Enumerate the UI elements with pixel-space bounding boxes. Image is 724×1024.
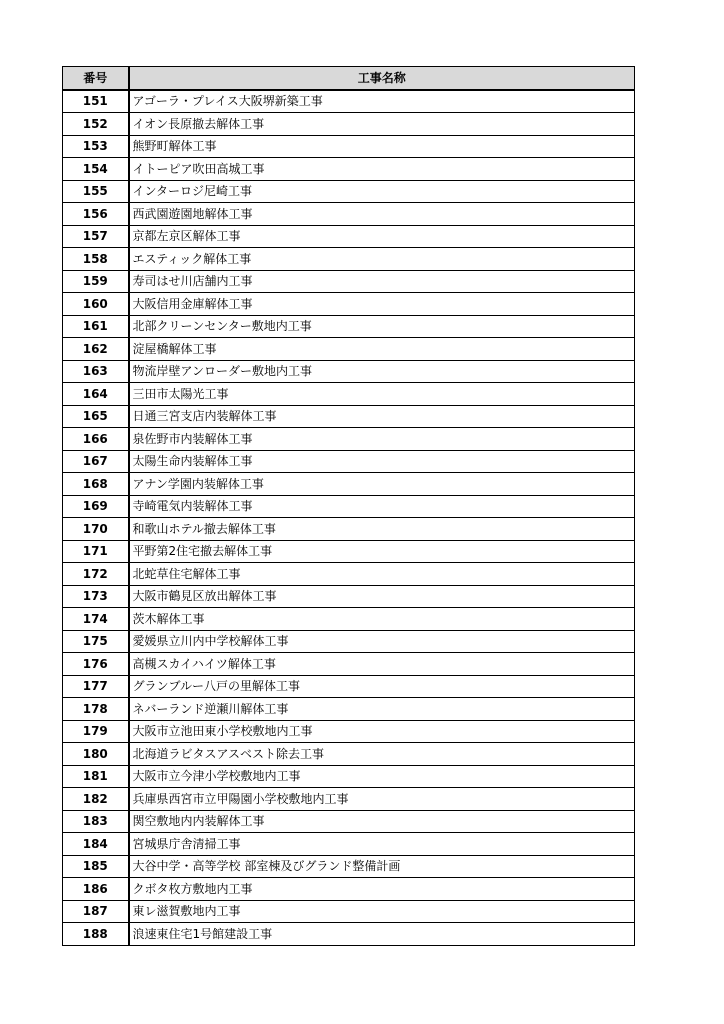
table-row <box>63 360 635 383</box>
row-project-name: 大阪市鶴見区放出解体工事 <box>129 585 635 608</box>
row-number: 187 <box>63 900 129 923</box>
row-project-name: 関空敷地内内装解体工事 <box>129 810 635 833</box>
row-number: 157 <box>63 225 129 248</box>
table-row <box>63 450 635 473</box>
row-project-name: 淀屋橋解体工事 <box>129 338 635 361</box>
row-number: 160 <box>63 293 129 316</box>
table-row <box>63 113 635 136</box>
row-project-name: 東レ滋賀敷地内工事 <box>129 900 635 923</box>
row-number: 163 <box>63 360 129 383</box>
row-project-name: アナン学園内装解体工事 <box>129 473 635 496</box>
table-row <box>63 630 635 653</box>
table-row <box>63 788 635 811</box>
row-project-name: 寿司はせ川店舗内工事 <box>129 270 635 293</box>
table-row <box>63 585 635 608</box>
row-project-name: イトーピア吹田高城工事 <box>129 158 635 181</box>
table-row <box>63 540 635 563</box>
table-row <box>63 180 635 203</box>
row-project-name: 泉佐野市内装解体工事 <box>129 428 635 451</box>
table-row <box>63 270 635 293</box>
row-project-name: クボタ枚方敷地内工事 <box>129 878 635 901</box>
row-number: 188 <box>63 923 129 946</box>
table-row <box>63 518 635 541</box>
header-row <box>63 67 635 90</box>
table-row <box>63 473 635 496</box>
row-number: 180 <box>63 743 129 766</box>
row-number: 174 <box>63 608 129 631</box>
table-row <box>63 293 635 316</box>
table-row <box>63 878 635 901</box>
row-number: 159 <box>63 270 129 293</box>
table-row <box>63 203 635 226</box>
row-number: 168 <box>63 473 129 496</box>
row-project-name: 物流岸壁アンローダー敷地内工事 <box>129 360 635 383</box>
table-row <box>63 900 635 923</box>
table-row <box>63 765 635 788</box>
project-list-sheet <box>62 66 634 946</box>
row-project-name: 大阪市立今津小学校敷地内工事 <box>129 765 635 788</box>
header-project-name: 工事名称 <box>129 67 635 90</box>
row-project-name: 茨木解体工事 <box>129 608 635 631</box>
table-row <box>63 698 635 721</box>
row-project-name: イオン長原撤去解体工事 <box>129 113 635 136</box>
row-number: 181 <box>63 765 129 788</box>
row-project-name: 北海道ラビタスアスベスト除去工事 <box>129 743 635 766</box>
row-project-name: 日通三宮支店内装解体工事 <box>129 405 635 428</box>
row-number: 184 <box>63 833 129 856</box>
table-row <box>63 428 635 451</box>
row-number: 176 <box>63 653 129 676</box>
table-row <box>63 563 635 586</box>
row-number: 177 <box>63 675 129 698</box>
row-number: 154 <box>63 158 129 181</box>
table-row <box>63 720 635 743</box>
row-project-name: ネバーランド逆瀬川解体工事 <box>129 698 635 721</box>
table-row <box>63 855 635 878</box>
row-number: 178 <box>63 698 129 721</box>
table-row <box>63 158 635 181</box>
table-row <box>63 90 635 113</box>
row-project-name: グランブルー八戸の里解体工事 <box>129 675 635 698</box>
table-row <box>63 608 635 631</box>
row-project-name: 京都左京区解体工事 <box>129 225 635 248</box>
table-row <box>63 338 635 361</box>
header-number: 番号 <box>63 67 129 90</box>
row-number: 172 <box>63 563 129 586</box>
table-row <box>63 495 635 518</box>
row-project-name: 太陽生命内装解体工事 <box>129 450 635 473</box>
row-project-name: インターロジ尼崎工事 <box>129 180 635 203</box>
row-number: 173 <box>63 585 129 608</box>
row-number: 169 <box>63 495 129 518</box>
table-row <box>63 675 635 698</box>
row-number: 165 <box>63 405 129 428</box>
table-row <box>63 315 635 338</box>
row-number: 185 <box>63 855 129 878</box>
row-number: 170 <box>63 518 129 541</box>
table-row <box>63 405 635 428</box>
row-number: 166 <box>63 428 129 451</box>
row-project-name: 西武園遊園地解体工事 <box>129 203 635 226</box>
table-row <box>63 383 635 406</box>
row-project-name: 浪速東住宅1号館建設工事 <box>129 923 635 946</box>
row-number: 151 <box>63 90 129 113</box>
row-project-name: 平野第2住宅撤去解体工事 <box>129 540 635 563</box>
row-project-name: 大阪市立池田東小学校敷地内工事 <box>129 720 635 743</box>
row-project-name: 北蛇草住宅解体工事 <box>129 563 635 586</box>
row-number: 161 <box>63 315 129 338</box>
row-number: 156 <box>63 203 129 226</box>
row-number: 162 <box>63 338 129 361</box>
row-number: 167 <box>63 450 129 473</box>
table-body <box>63 90 635 946</box>
table-row <box>63 653 635 676</box>
row-number: 158 <box>63 248 129 271</box>
row-project-name: 宮城県庁舎清掃工事 <box>129 833 635 856</box>
table-row <box>63 810 635 833</box>
table-row <box>63 225 635 248</box>
table-row <box>63 248 635 271</box>
table-row <box>63 923 635 946</box>
row-number: 182 <box>63 788 129 811</box>
row-project-name: 高槻スカイハイツ解体工事 <box>129 653 635 676</box>
row-project-name: 兵庫県西宮市立甲陽園小学校敷地内工事 <box>129 788 635 811</box>
table-row <box>63 135 635 158</box>
row-number: 186 <box>63 878 129 901</box>
table-row <box>63 833 635 856</box>
table-row <box>63 743 635 766</box>
row-project-name: 寺崎電気内装解体工事 <box>129 495 635 518</box>
row-project-name: 大阪信用金庫解体工事 <box>129 293 635 316</box>
row-project-name: アゴーラ・プレイス大阪堺新築工事 <box>129 90 635 113</box>
row-number: 183 <box>63 810 129 833</box>
row-project-name: エスティック解体工事 <box>129 248 635 271</box>
row-project-name: 愛媛県立川内中学校解体工事 <box>129 630 635 653</box>
row-number: 175 <box>63 630 129 653</box>
row-project-name: 和歌山ホテル撤去解体工事 <box>129 518 635 541</box>
row-project-name: 三田市太陽光工事 <box>129 383 635 406</box>
row-number: 179 <box>63 720 129 743</box>
row-number: 164 <box>63 383 129 406</box>
row-project-name: 大谷中学・高等学校 部室棟及びグランド整備計画 <box>129 855 635 878</box>
row-number: 155 <box>63 180 129 203</box>
row-number: 171 <box>63 540 129 563</box>
row-project-name: 熊野町解体工事 <box>129 135 635 158</box>
row-project-name: 北部クリーンセンター敷地内工事 <box>129 315 635 338</box>
row-number: 153 <box>63 135 129 158</box>
project-table <box>62 66 635 946</box>
row-number: 152 <box>63 113 129 136</box>
